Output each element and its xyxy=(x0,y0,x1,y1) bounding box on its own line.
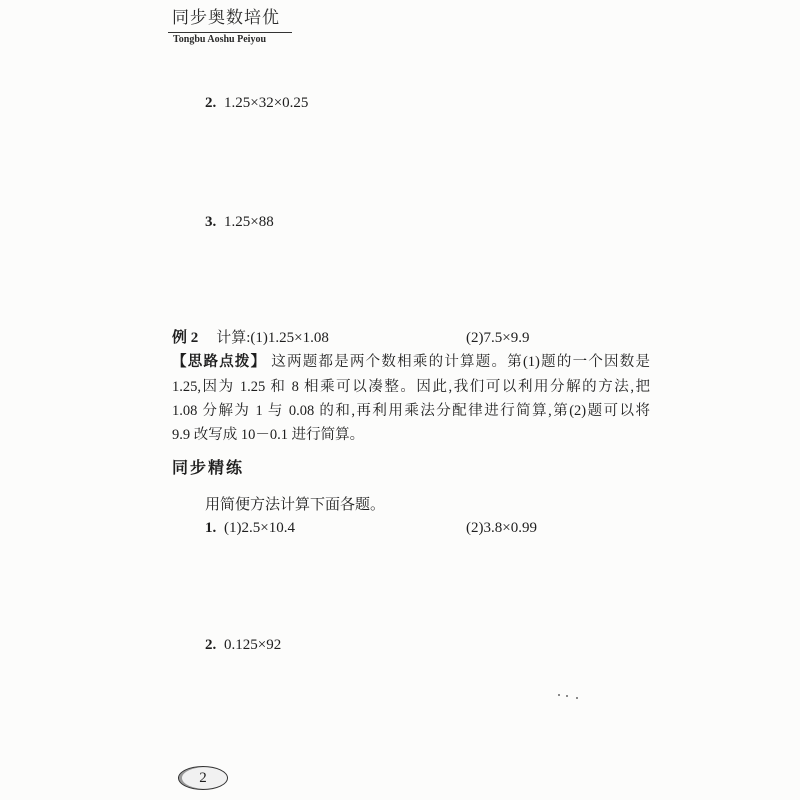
practice-item-expression: 0.125×92 xyxy=(224,637,282,653)
header-rule xyxy=(168,32,292,33)
practice-item-number: 2. xyxy=(205,637,217,653)
problem-expression: 1.25×32×0.25 xyxy=(224,95,309,111)
scan-speck xyxy=(558,694,560,696)
example-prompt: 计算:(1)1.25×1.08 xyxy=(216,330,329,346)
hint-line-3: 1.08 分解为 1 与 0.08 的和,再利用乘法分配律进行简算,第(2)题可以将 xyxy=(172,403,650,419)
example-2 xyxy=(172,328,329,348)
practice-item-1 xyxy=(205,518,295,538)
problem-3 xyxy=(205,212,274,232)
book-subtitle: Tongbu Aoshu Peiyou xyxy=(173,34,267,45)
hint-line-1 xyxy=(172,352,650,372)
hint-line-2: 1.25,因为 1.25 和 8 相乘可以凑整。因此,我们可以利用分解的方法,把 xyxy=(172,379,650,395)
practice-item-part-2: (2)3.8×0.99 xyxy=(466,520,537,536)
hint-line-4: 9.9 改写成 10－0.1 进行简算。 xyxy=(172,427,365,443)
practice-item-part-1: (1)2.5×10.4 xyxy=(224,520,295,536)
example-label: 例 2 xyxy=(172,330,199,346)
problem-2 xyxy=(205,93,308,113)
scan-speck xyxy=(576,697,578,699)
practice-item-2 xyxy=(205,635,281,655)
problem-number: 3. xyxy=(205,214,217,230)
problem-expression: 1.25×88 xyxy=(224,214,274,230)
problem-number: 2. xyxy=(205,95,217,111)
practice-instruction: 用简便方法计算下面各题。 xyxy=(205,497,386,513)
practice-heading: 同步精练 xyxy=(172,458,245,477)
hint-text: 这两题都是两个数相乘的计算题。第(1)题的一个因数是 xyxy=(271,354,651,370)
scan-speck xyxy=(566,695,568,697)
page-number: 2 xyxy=(199,770,207,786)
practice-item-number: 1. xyxy=(205,520,217,536)
hint-label: 【思路点拨】 xyxy=(172,354,267,370)
example-part-2: (2)7.5×9.9 xyxy=(466,330,530,346)
book-title: 同步奥数培优 xyxy=(172,8,280,27)
page-number-badge xyxy=(178,766,228,790)
